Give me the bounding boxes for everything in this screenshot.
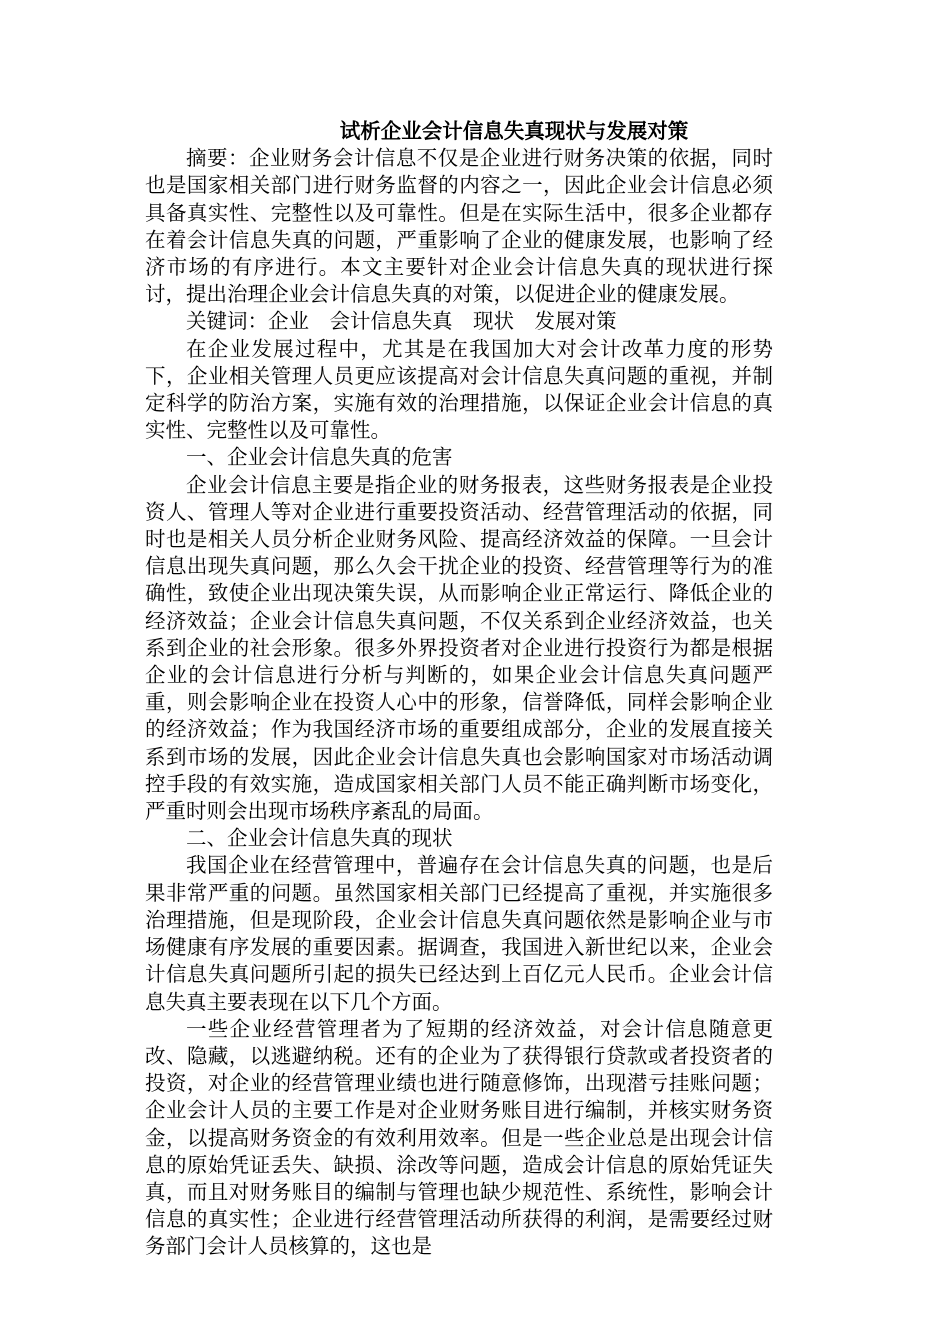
document-title: 试析企业会计信息失真现状与发展对策 [339, 119, 689, 143]
keywords-paragraph: 关键词：企业 会计信息失真 现状 发展对策 [186, 309, 617, 334]
section-2-heading: 二、企业会计信息失真的现状 [186, 826, 453, 851]
section-2-paragraph-1: 我国企业在经营管理中，普遍存在会计信息失真的问题，也是后果非常严重的问题。虽然国家相关部门已经提高了重视，并实施很多治理措施，但是现阶段，企业会计信息失真问题依然是影响企业与市场健康有序发展的重要因素。据调查，我国进入新世纪以来，企业会计信息失真问题所引起的损失已经达到上百亿元人民币。企业会计信息失真主要表现在以下几个方面。 [145, 853, 773, 1014]
document-page [145, 118, 773, 1261]
section-1-heading: 一、企业会计信息失真的危害 [186, 445, 453, 470]
intro-paragraph: 在企业发展过程中，尤其是在我国加大对会计改革力度的形势下，企业相关管理人员更应该提高对会计信息失真问题的重视，并制定科学的防治方案，实施有效的治理措施，以保证企业会计信息的真实性、完整性以及可靠性。 [145, 336, 773, 443]
abstract-paragraph: 摘要：企业财务会计信息不仅是企业进行财务决策的依据，同时也是国家相关部门进行财务监督的内容之一，因此企业会计信息必须具备真实性、完整性以及可靠性。但是在实际生活中，很多企业都存在着会计信息失真的问题，严重影响了企业的健康发展，也影响了经济市场的有序进行。本文主要针对企业会计信息失真的现状进行探讨，提出治理企业会计信息失真的对策，以促进企业的健康发展。 [145, 146, 773, 307]
section-2-paragraph-2: 一些企业经营管理者为了短期的经济效益，对会计信息随意更改、隐藏，以逃避纳税。还有的企业为了获得银行贷款或者投资者的投资，对企业的经营管理业绩也进行随意修饰，出现潜亏挂账问题；企业会计人员的主要工作是对企业财务账目进行编制，并核实财务资金，以提高财务资金的有效利用效率。但是一些企业总是出现会计信息的原始凭证丢失、缺损、涂改等问题，造成会计信息的原始凭证失真，而且对财务账目的编制与管理也缺少规范性、系统性，影响会计信息的真实性；企业进行经营管理活动所获得的利润，是需要经过财务部门会计人员核算的，这也是 [145, 1016, 773, 1259]
section-1-paragraph: 企业会计信息主要是指企业的财务报表，这些财务报表是企业投资人、管理人等对企业进行重要投资活动、经营管理活动的依据，同时也是相关人员分析企业财务风险、提高经济效益的保障。一旦会计信息出现失真问题，那么久会干扰企业的投资、经营管理等行为的准确性，致使企业出现决策失误，从而影响企业正常运行、降低企业的经济效益；企业会计信息失真问题，不仅关系到企业经济效益，也关系到企业的社会形象。很多外界投资者对企业进行投资行为都是根据企业的会计信息进行分析与判断的，如果企业会计信息失真问题严重，则会影响企业在投资人心中的形象，信誉降低，同样会影响企业的经济效益；作为我国经济市场的重要组成部分，企业的发展直接关系到市场的发展，因此企业会计信息失真也会影响国家对市场活动调控手段的有效实施，造成国家相关部门人员不能正确判断市场变化，严重时则会出现市场秩序紊乱的局面。 [145, 472, 773, 824]
